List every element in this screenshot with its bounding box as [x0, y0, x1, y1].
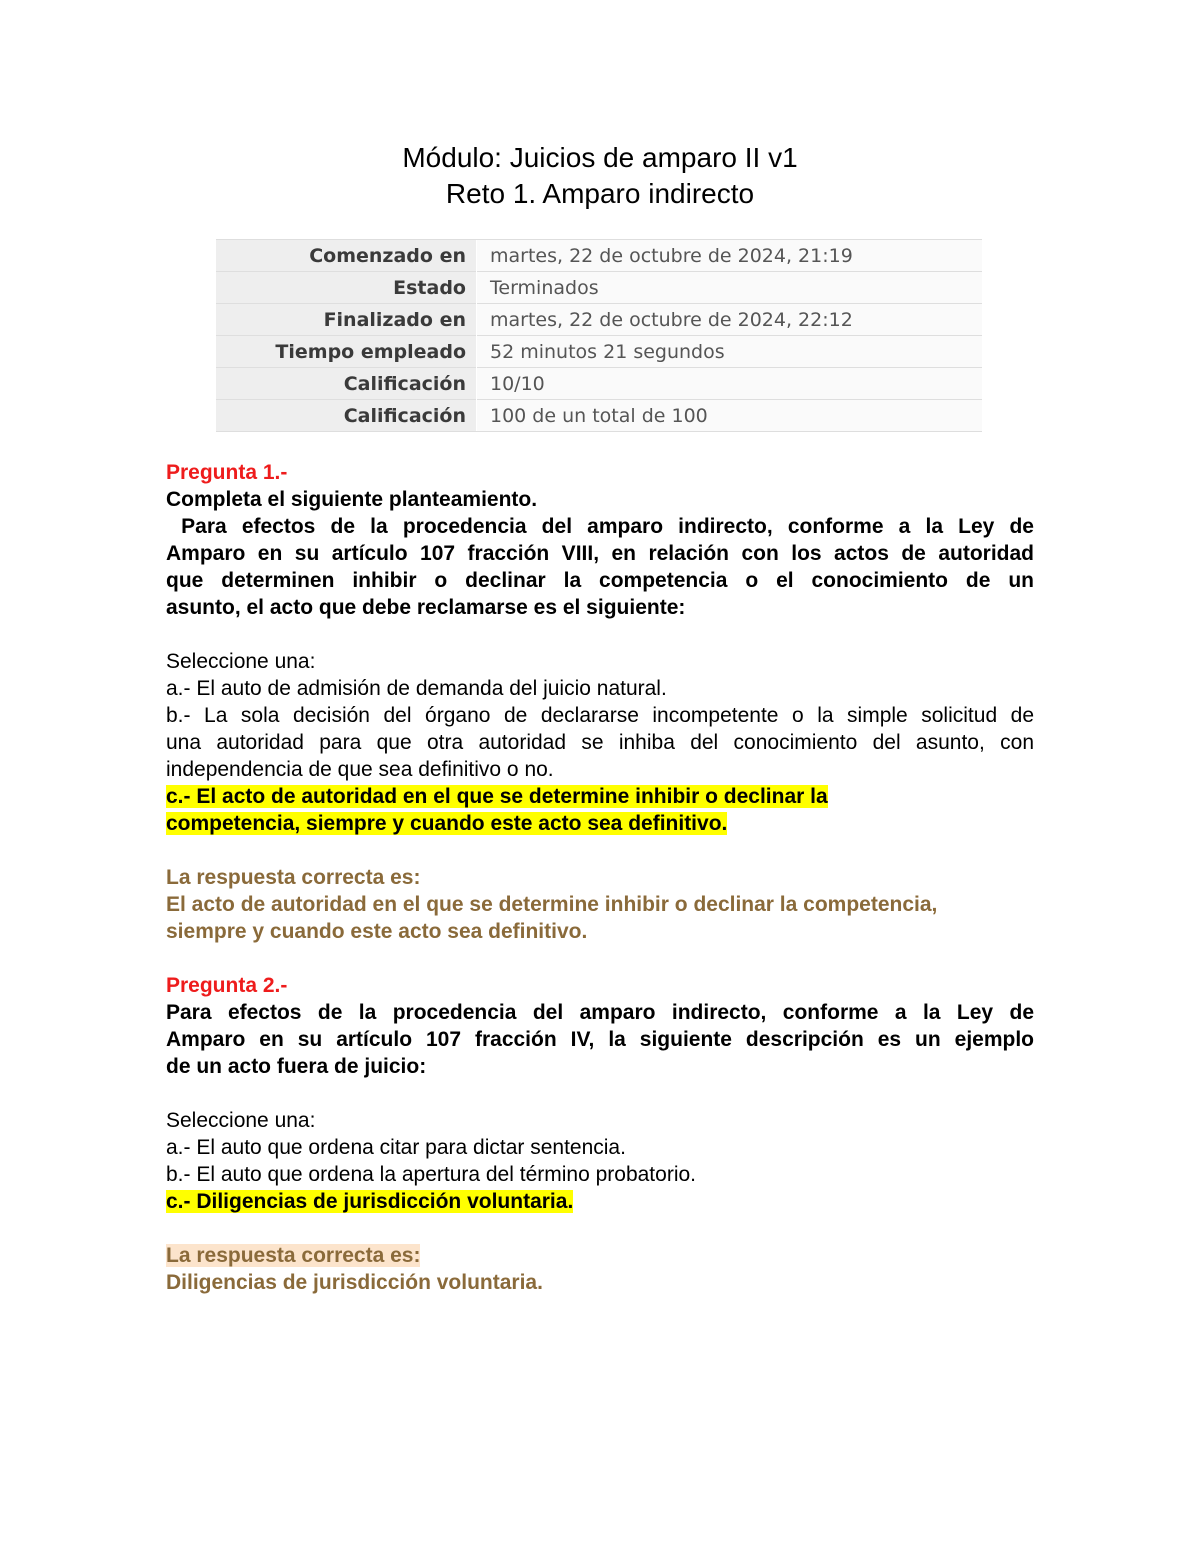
question-1-option-b-line: b.- La sola decisión del órgano de declararse incompetente o la simple solicitud de [166, 704, 1034, 727]
summary-row-state [216, 272, 982, 304]
summary-label: Comenzado en [216, 240, 477, 272]
question-2-label: Pregunta 2.- [166, 974, 288, 997]
summary-label: Calificación [216, 368, 477, 400]
question-1 [166, 459, 1034, 945]
question-1-option-b-line: una autoridad para que otra autoridad se inhiba del conocimiento del asunto, con [166, 731, 1034, 754]
summary-label: Finalizado en [216, 304, 477, 336]
question-1-option-c [166, 783, 1034, 837]
question-1-instruction: Completa el siguiente planteamiento. [166, 488, 538, 511]
question-2-answer-label: La respuesta correcta es: [166, 1244, 421, 1267]
question-2-stem-line: Amparo en su artículo 107 fracción IV, la siguiente descripción es un ejemplo [166, 1028, 1034, 1051]
summary-label: Calificación [216, 400, 477, 432]
question-1-answer-label: La respuesta correcta es: [166, 866, 421, 889]
summary-value: martes, 22 de octubre de 2024, 21:19 [477, 240, 983, 272]
summary-row-finished [216, 304, 982, 336]
summary-value: Terminados [477, 272, 983, 304]
question-2-stem-line: de un acto fuera de juicio: [166, 1055, 427, 1078]
summary-value: 10/10 [477, 368, 983, 400]
question-1-option-a: a.- El auto de admisión de demanda del juicio natural. [166, 677, 667, 700]
question-2-stem-line: Para efectos de la procedencia del amparo indirecto, conforme a la Ley de [166, 1001, 1034, 1024]
spacer [166, 1215, 1034, 1242]
question-1-label: Pregunta 1.- [166, 461, 288, 484]
question-2-option-b: b.- El auto que ordena la apertura del término probatorio. [166, 1163, 696, 1186]
question-1-select-prompt: Seleccione una: [166, 650, 316, 673]
module-title: Módulo: Juicios de amparo II v1 [402, 142, 798, 173]
questions-content [166, 459, 1034, 1296]
page-title [0, 140, 1200, 212]
question-1-stem-line: que determinen inhibir o declinar la competencia o el conocimiento de un [166, 569, 1034, 592]
question-1-stem-line: Para efectos de la procedencia del amparo indirecto, conforme a la Ley de [166, 515, 1034, 538]
summary-row-marks [216, 368, 982, 400]
question-1-option-b [166, 702, 1034, 783]
spacer [166, 621, 1034, 648]
summary-label: Estado [216, 272, 477, 304]
spacer [166, 837, 1034, 864]
question-1-answer-line: siempre y cuando este acto sea definitivo. [166, 920, 588, 943]
spacer [166, 1080, 1034, 1107]
challenge-title: Reto 1. Amparo indirecto [445, 178, 755, 209]
question-1-stem-line: asunto, el acto que debe reclamarse es el siguiente: [166, 596, 686, 619]
spacer [166, 945, 1034, 972]
summary-label: Tiempo empleado [216, 336, 477, 368]
summary-row-time [216, 336, 982, 368]
attempt-summary-table [216, 239, 982, 432]
summary-value: 52 minutos 21 segundos [477, 336, 983, 368]
summary-row-started [216, 240, 982, 272]
summary-value: martes, 22 de octubre de 2024, 22:12 [477, 304, 983, 336]
question-1-stem-line: Amparo en su artículo 107 fracción VIII, en relación con los actos de autoridad [166, 542, 1034, 565]
question-1-answer [166, 891, 1034, 945]
question-2 [166, 972, 1034, 1296]
question-1-stem [166, 513, 1034, 621]
question-1-answer-line: El acto de autoridad en el que se determine inhibir o declinar la competencia, [166, 893, 938, 916]
summary-value: 100 de un total de 100 [477, 400, 983, 432]
question-2-option-c: c.- Diligencias de jurisdicción voluntaria. [166, 1190, 574, 1213]
question-2-option-a: a.- El auto que ordena citar para dictar sentencia. [166, 1136, 626, 1159]
summary-row-grade [216, 400, 982, 432]
question-2-select-prompt: Seleccione una: [166, 1109, 316, 1132]
question-1-option-b-line: independencia de que sea definitivo o no. [166, 758, 554, 781]
question-1-option-c-line: c.- El acto de autoridad en el que se determine inhibir o declinar la [166, 785, 828, 808]
question-1-option-c-line: competencia, siempre y cuando este acto sea definitivo. [166, 812, 728, 835]
question-2-stem [166, 999, 1034, 1080]
question-2-answer: Diligencias de jurisdicción voluntaria. [166, 1271, 543, 1294]
